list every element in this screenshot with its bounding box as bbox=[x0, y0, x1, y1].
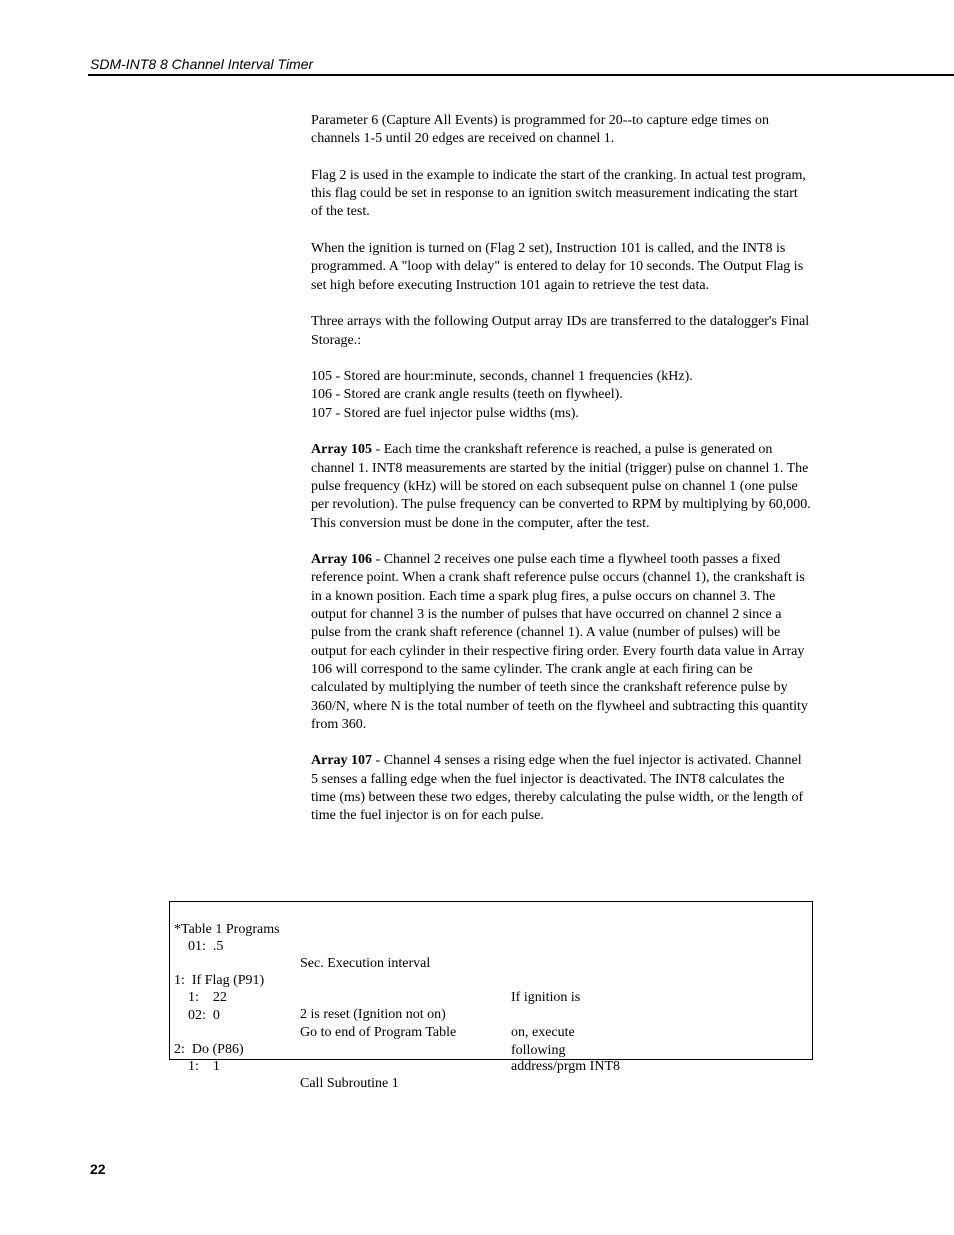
program-line bbox=[170, 921, 812, 972]
paragraph-array-106 bbox=[311, 551, 811, 734]
paragraph-flag-2: Flag 2 is used in the example to indicate the start of the cranking. In actual test program, this flag could be set in response to an ignition switch measurement indicating the start of the test. bbox=[311, 167, 806, 220]
running-header-title: SDM-INT8 8 Channel Interval Timer bbox=[90, 56, 314, 72]
instruction-1: 1: If Flag (P91) bbox=[174, 973, 265, 989]
list-item-array-106: 106 - Stored are crank angle results (teeth on flywheel). bbox=[311, 387, 623, 403]
array-107-label: Array 107 bbox=[311, 753, 373, 769]
parameter-desc: Go to end of Program Table bbox=[300, 1025, 457, 1041]
comment: on, execute bbox=[511, 1024, 575, 1040]
list-item-array-107: 107 - Stored are fuel injector pulse widths (ms). bbox=[311, 405, 579, 421]
execution-interval-desc: Sec. Execution interval bbox=[300, 956, 431, 972]
instruction-2: 2: Do (P86) bbox=[174, 1042, 244, 1058]
parameter-desc: Call Subroutine 1 bbox=[300, 1076, 399, 1092]
array-106-label: Array 106 bbox=[311, 552, 373, 568]
paragraph-ignition: When the ignition is turned on (Flag 2 set), Instruction 101 is called, and the INT8 is programmed. A "loop with delay" is entered to delay for 10 seconds. The Output Flag is set high before executing Instruction 101 again to retrieve the test data. bbox=[311, 241, 804, 293]
paragraph-arrays-intro: Three arrays with the following Output array IDs are transferred to the datalogger's Final Storage.: bbox=[311, 314, 810, 348]
parameter-value: 1: 1 bbox=[188, 1059, 220, 1075]
program-line bbox=[170, 904, 812, 938]
comment: address/prgm INT8 bbox=[511, 1059, 620, 1075]
page-number: 22 bbox=[90, 1161, 106, 1177]
program-listing-box bbox=[169, 901, 813, 1092]
paragraph-array-105 bbox=[311, 441, 811, 532]
comment: If ignition is bbox=[511, 990, 581, 1006]
header-rule bbox=[88, 74, 954, 76]
array-106-text: - Channel 2 receives one pulse each time a flywheel tooth passes a fixed reference point. When a crank shaft reference pulse occurs (channel 1), the crankshaft is in a known position. Each time a spark plug fires, a pulse occurs on channel 3. The output for channel 3 is the number of pulses that have occurred on channel 2 since a pulse from the crank shaft reference (channel 1). A value (number of pulses) will be output for each cylinder in their respective firing order. Every fourth data value in Array 106 will correspond to the same cylinder. The crank angle at each firing can be calculated by multiplying the number of teeth since the crankshaft reference pulse by 360/N, where N is the total number of teeth on the flywheel and subtracting this quantity from 360. bbox=[311, 552, 808, 732]
comment: following bbox=[511, 1042, 566, 1058]
array-107-text: - Channel 4 senses a rising edge when the fuel injector is activated. Channel 5 senses a falling edge when the fuel injector is deactivated. The INT8 calculates the time (ms) between these two edges, thereby calculating the pulse width, or the length of time the fuel injector is on for each pulse. bbox=[311, 753, 804, 824]
body-text-column bbox=[311, 112, 811, 844]
parameter-desc: 2 is reset (Ignition not on) bbox=[300, 1007, 446, 1023]
table-header: *Table 1 Programs bbox=[174, 922, 280, 938]
array-105-label: Array 105 bbox=[311, 442, 373, 458]
parameter-value: 1: 22 bbox=[188, 990, 227, 1006]
paragraph-parameter-6: Parameter 6 (Capture All Events) is programmed for 20--to capture edge times on channels 1-5 until 20 edges are received on channel 1. bbox=[311, 113, 769, 147]
execution-interval-value: 01: .5 bbox=[188, 939, 224, 955]
array-105-text: - Each time the crankshaft reference is reached, a pulse is generated on channel 1. INT8 measurements are started by the initial (trigger) pulse on channel 1. The pulse frequency (kHz) will be stored on each subsequent pulse on channel 1 (one pulse per revolution). The pulse frequency can be converted to RPM by multiplying by 60,000. This conversion must be done in the computer, after the test. bbox=[311, 442, 811, 531]
paragraph-array-107 bbox=[311, 752, 811, 825]
list-item-array-105: 105 - Stored are hour:minute, seconds, channel 1 frequencies (kHz). bbox=[311, 369, 693, 385]
parameter-value: 02: 0 bbox=[188, 1008, 220, 1024]
